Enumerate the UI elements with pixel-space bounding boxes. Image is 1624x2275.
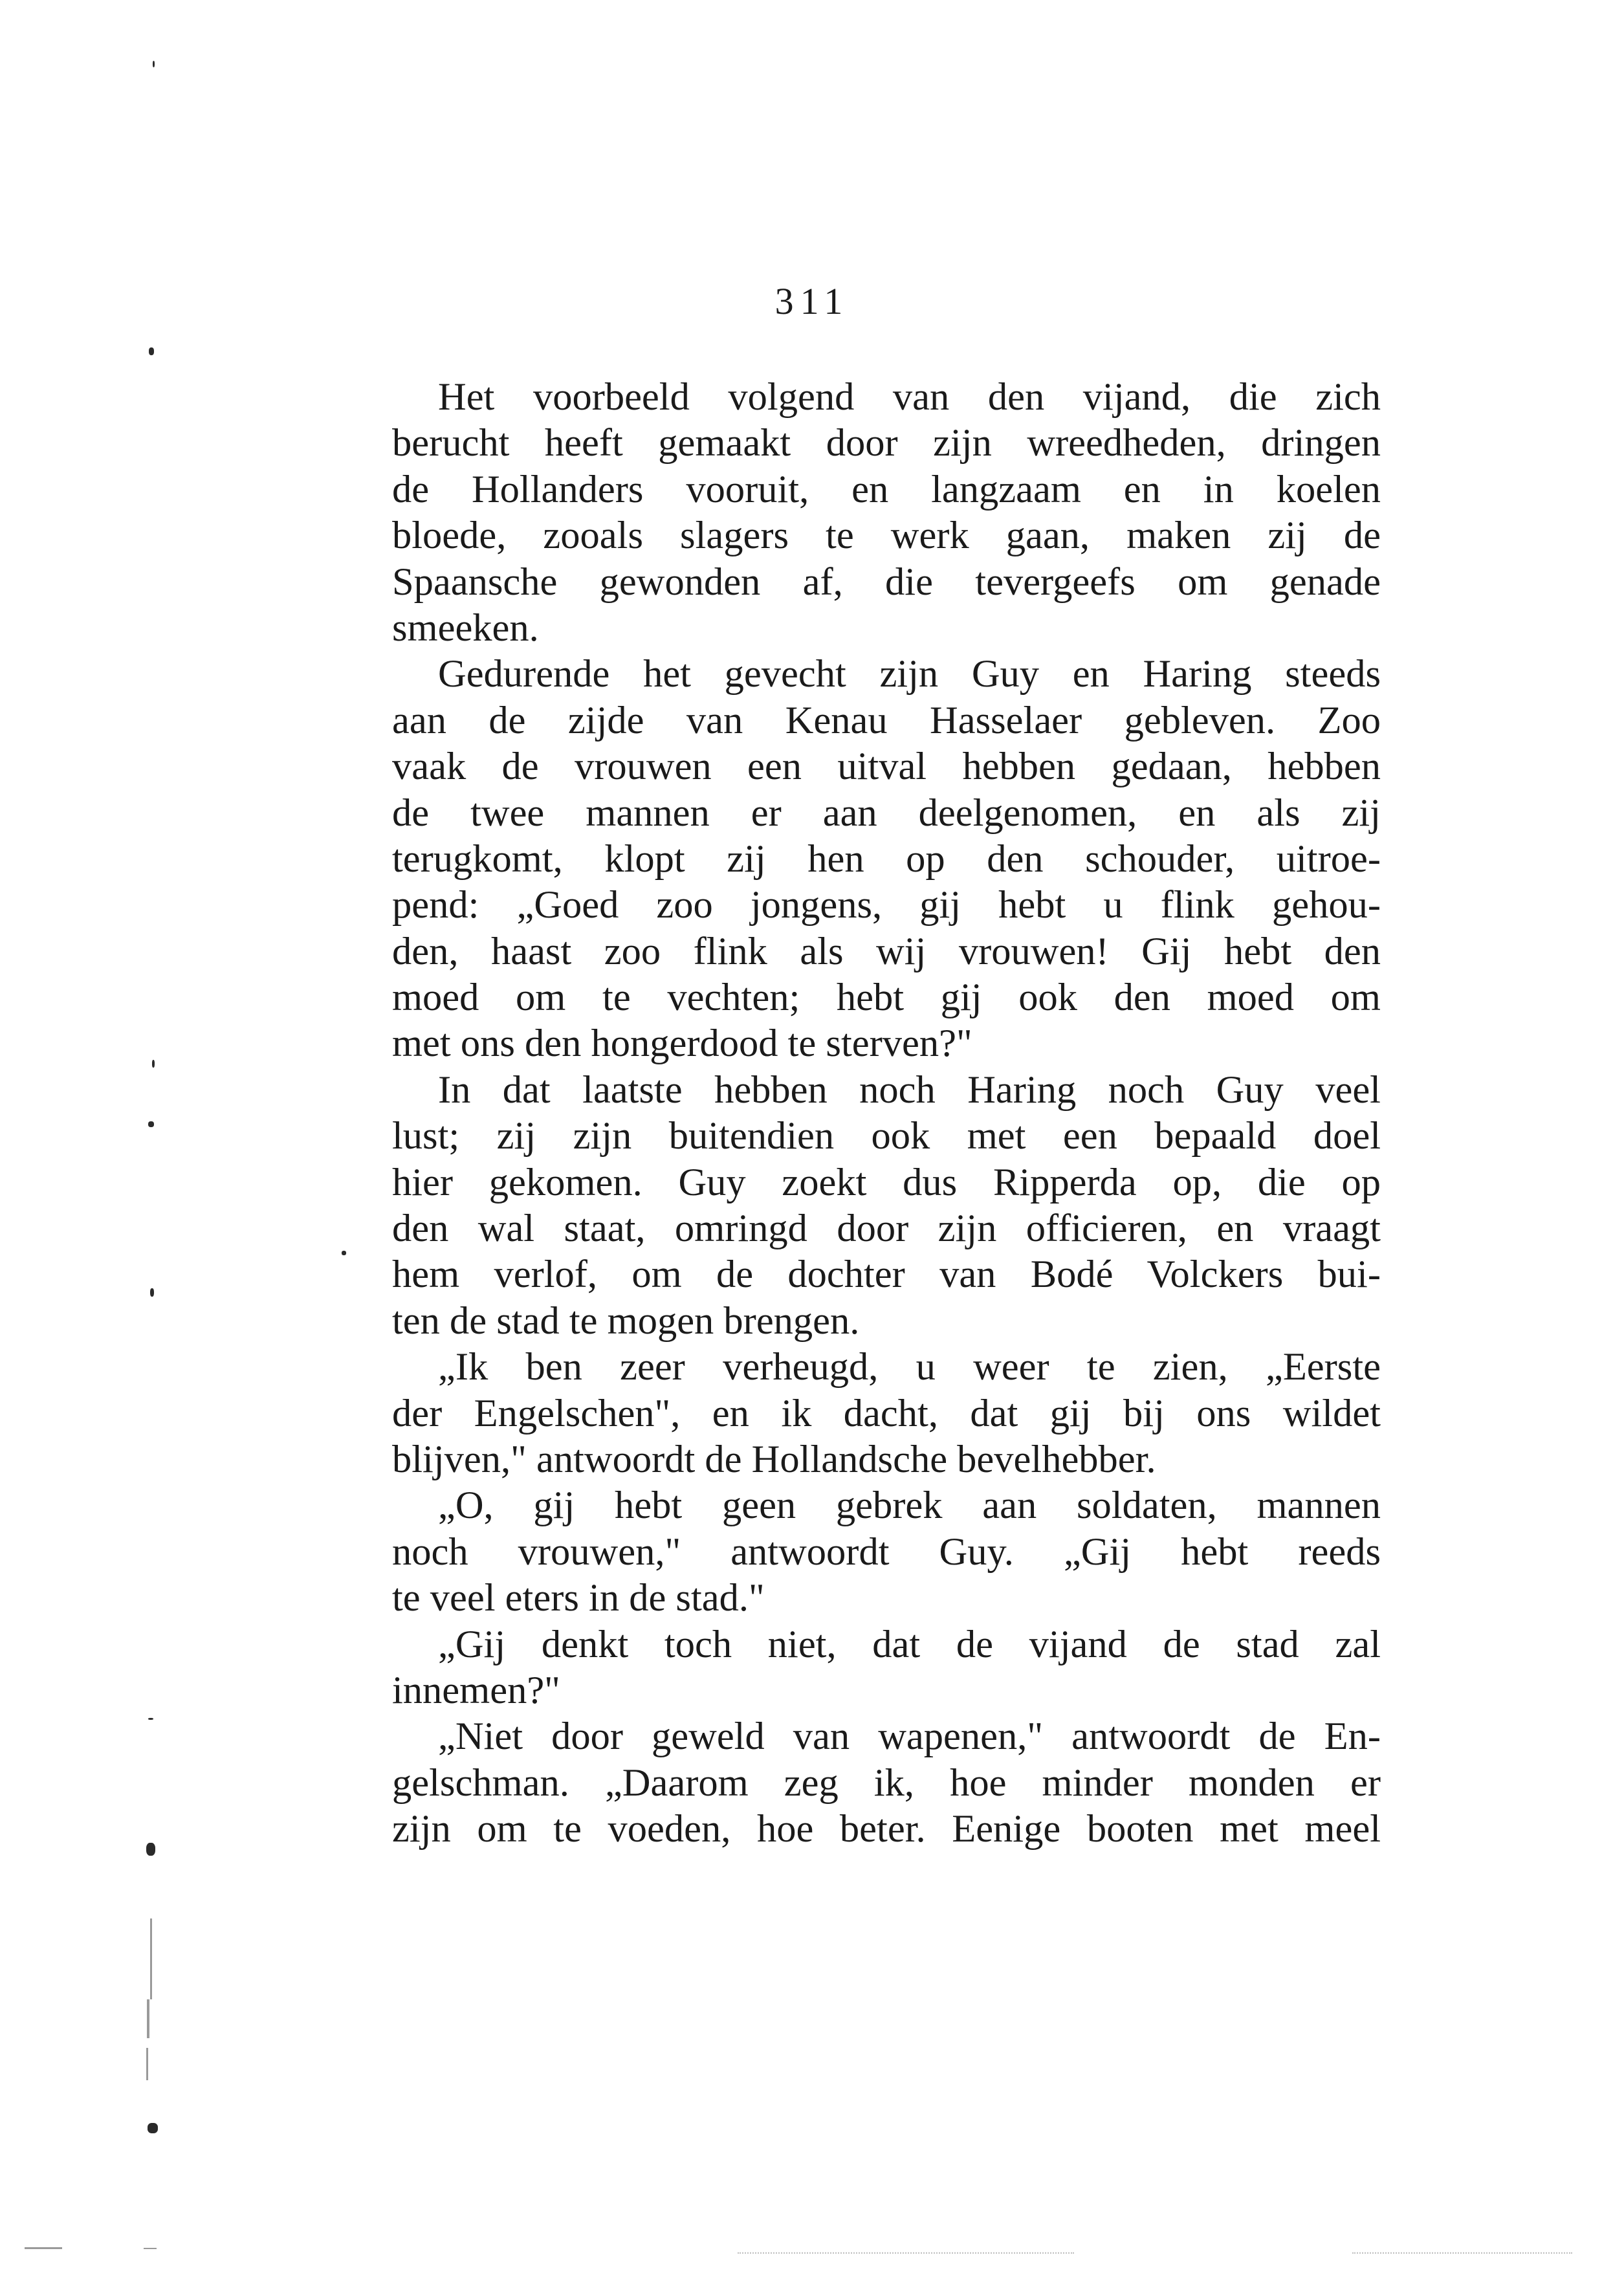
text-line: Spaansche gewonden af, die tevergeefs om genade [392,560,1381,604]
text-line: berucht heeft gemaakt door zijn wreedheden, dringen [392,421,1381,465]
scan-speck [152,1060,155,1068]
text-line: „Ik ben zeer verheugd, u weer te zien, „Eerste [438,1345,1381,1389]
scan-speck [150,1288,154,1297]
text-line: gelschman. „Daarom zeg ik, hoe minder monden er [392,1761,1381,1805]
text-line: hem verlof, om de dochter van Bodé Volckers bui- [392,1253,1381,1297]
scan-speck [148,2123,158,2133]
text-line: den, haast zoo flink als wij vrouwen! Gij hebt den [392,929,1381,973]
text-line: Het voorbeeld volgend van den vijand, die zich [438,375,1381,419]
scan-speck [342,1251,346,1255]
scan-edge-line [144,2248,157,2249]
text-line: den wal staat, omringd door zijn officieren, en vraagt [392,1207,1381,1251]
body-text [392,374,1381,1852]
text-line: der Engelschen", en ik dacht, dat gij bij ons wildet [392,1391,1381,1435]
text-line: vaak de vrouwen een uitval hebben gedaan, hebben [392,745,1381,789]
text-line: blijven," antwoordt de Hollandsche bevelhebber. [392,1437,1156,1481]
text-line: „Niet door geweld van wapenen," antwoordt de En- [438,1715,1381,1759]
paragraph-5 [392,1482,1381,1621]
text-line: innemen?" [392,1668,560,1712]
paragraph-4 [392,1344,1381,1482]
scan-edge-line [146,2048,148,2080]
text-line: met ons den hongerdood te sterven?" [392,1022,972,1066]
text-line: „O, gij hebt geen gebrek aan soldaten, mannen [438,1484,1381,1528]
text-line: pend: „Goed zoo jongens, gij hebt u flink gehou- [392,883,1381,927]
text-line: In dat laatste hebben noch Haring noch Guy veel [438,1068,1381,1112]
paragraph-1 [392,374,1381,651]
scan-speck [146,1843,155,1856]
page-number: 311 [774,280,850,322]
scan-edge-line [147,1999,149,2038]
text-line: de Hollanders vooruit, en langzaam en in koelen [392,467,1381,511]
text-line: te veel eters in de stad." [392,1576,765,1620]
text-line: „Gij denkt toch niet, dat de vijand de stad zal [438,1622,1381,1666]
paragraph-7 [392,1713,1381,1852]
scan-bottom-rule [1352,2252,1572,2254]
paragraph-2 [392,651,1381,1067]
text-line: Gedurende het gevecht zijn Guy en Haring steeds [438,652,1381,696]
scan-speck [148,1121,154,1127]
text-line: aan de zijde van Kenau Hasselaer gebleven. Zoo [392,698,1381,742]
scan-bottom-rule [738,2252,1074,2254]
paragraph-6 [392,1621,1381,1714]
scan-speck [153,61,155,67]
scan-speck [149,347,154,355]
text-line: de twee mannen er aan deelgenomen, en als zij [392,791,1381,835]
text-line: noch vrouwen," antwoordt Guy. „Gij hebt reeds [392,1530,1381,1574]
text-line: terugkomt, klopt zij hen op den schouder, uitroe- [392,837,1381,881]
scan-edge-line [150,1918,152,1999]
text-line: smeeken. [392,606,539,650]
text-line: hier gekomen. Guy zoekt dus Ripperda op, die op [392,1160,1381,1204]
scan-edge-line [25,2247,62,2249]
paragraph-3 [392,1067,1381,1344]
text-line: zijn om te voeden, hoe beter. Eenige booten met meel [392,1807,1381,1851]
scan-speck [148,1718,153,1720]
text-line: lust; zij zijn buitendien ook met een bepaald doel [392,1114,1381,1158]
text-line: moed om te vechten; hebt gij ook den moed om [392,976,1381,1020]
text-line: ten de stad te mogen brengen. [392,1299,860,1343]
text-line: bloede, zooals slagers te werk gaan, maken zij de [392,514,1381,558]
